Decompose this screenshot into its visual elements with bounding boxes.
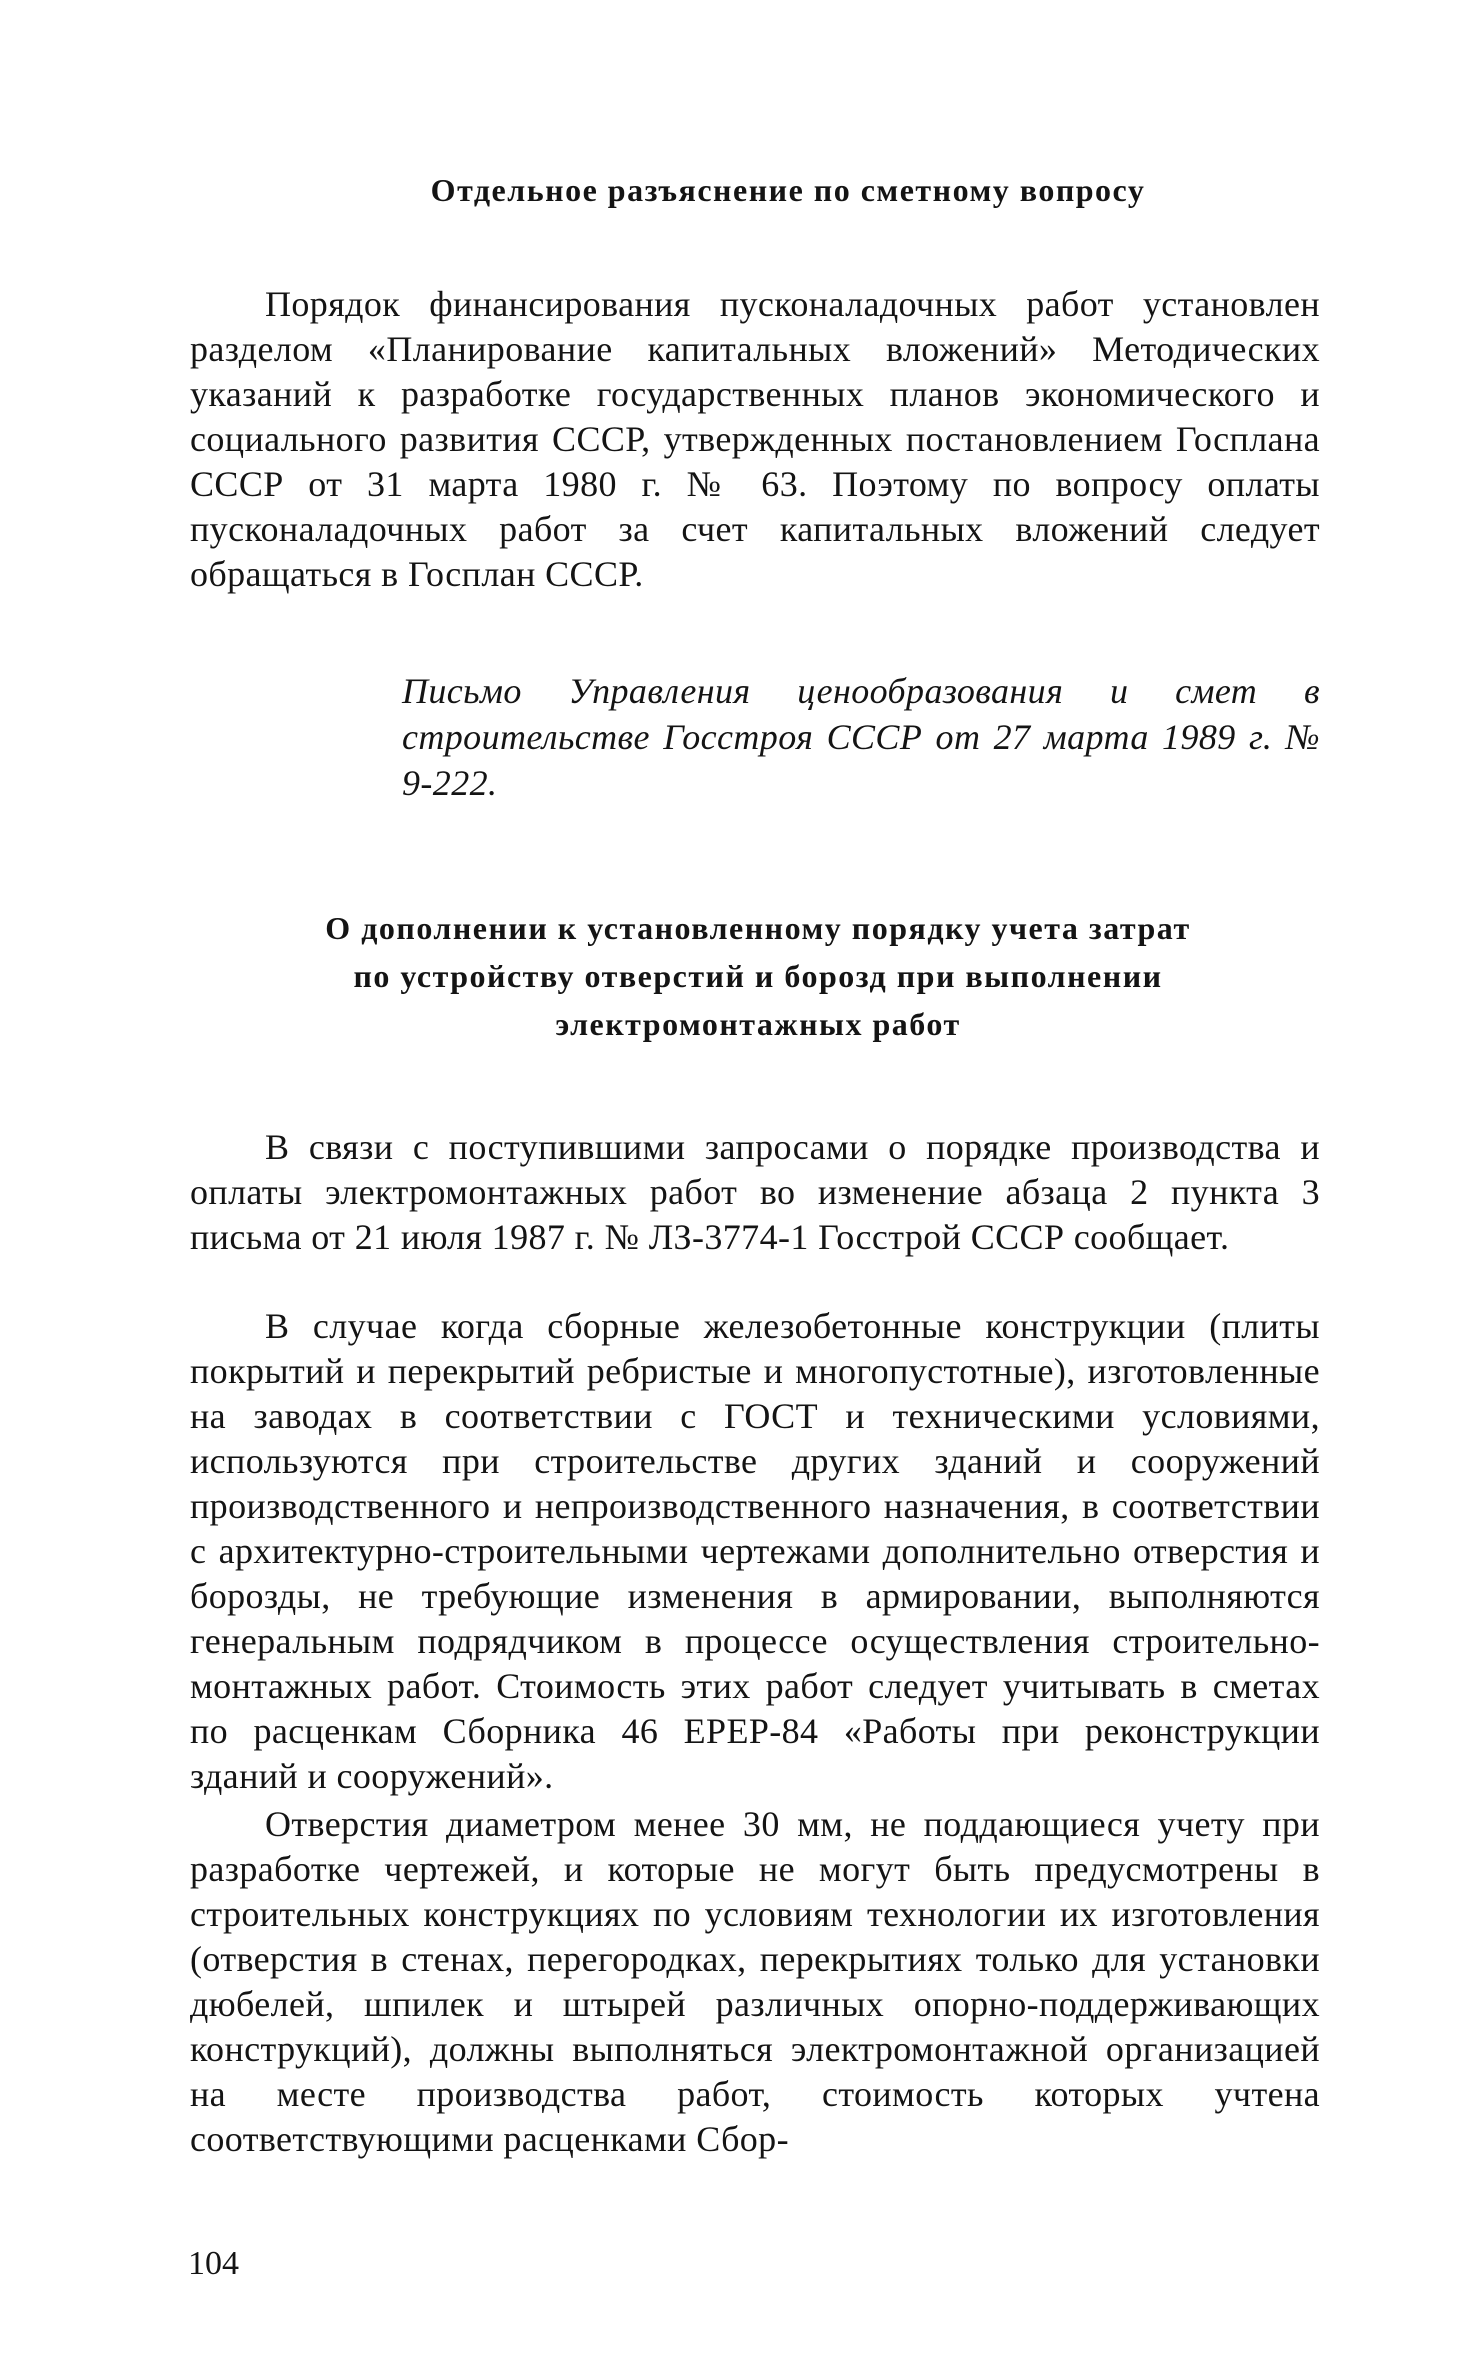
section-title-amendment	[20, 904, 1476, 1048]
amendment-paragraph: В случае когда сборные железобетонные конструкции (плиты покрытий и перекрытий ребристые и многопустотные), изготовленные на заводах в соответствии с ГОСТ и техническими условиями, используются при строительстве других зданий и сооружений производственного и непроизводственного назначения, в соответствии с архитектурно-строительными чертежами дополнительно отверстия и борозды, не требующие изменения в армировании, выполняются генеральным подрядчиком в процессе осуществления строительно-монтажных работ. Стоимость этих работ следует учитывать в сметах по расценкам Сборника 46 ЕРЕР-84 «Работы при реконструкции зданий и сооружений».	[190, 1306, 1320, 1796]
section-title-clarification: Отдельное разъяснение по сметному вопросу	[430, 172, 1146, 208]
amendment-paragraph: Отверстия диаметром менее 30 мм, не поддающиеся учету при разработке чертежей, и которые не могут быть предусмотрены в строительных конструкциях по условиям технологии их изготовления (отверстия в стенах, перегородках, перекрытиях только для установки дюбелей, шпилек и штырей различных опорно-поддерживающих конструкций), должны выполняться электромонтажной организацией на месте производства работ, стоимость которых учтена соответствующими расценками Сбор-	[190, 1804, 1320, 2159]
clarification-paragraph: Порядок финансирования пусконаладочных работ установлен разделом «Планирование капитальных вложений» Методических указаний к разработке государственных планов экономического и социального развития СССР, утвержденных постановлением Госплана СССР от 31 марта 1980 г. № 63. Поэтому по вопросу оплаты пусконаладочных работ за счет капитальных вложений следует обращаться в Госплан СССР.	[190, 284, 1320, 594]
title-line: по устройству отверстий и борозд при выполнении	[353, 958, 1163, 994]
title-line: электромонтажных работ	[555, 1006, 961, 1042]
title-line: О дополнении к установленному порядку учета затрат	[325, 910, 1191, 946]
source-reference: Письмо Управления ценообразования и смет в строительстве Госстроя СССР от 27 марта 1989 г. № 9-222.	[402, 671, 1320, 803]
amendment-paragraph: В связи с поступившими запросами о порядке производства и оплаты электромонтажных работ во изменение абзаца 2 пункта 3 письма от 21 июля 1987 г. № ЛЗ-3774-1 Госстрой СССР сообщает.	[190, 1127, 1320, 1257]
page-number: 104	[188, 2245, 239, 2282]
